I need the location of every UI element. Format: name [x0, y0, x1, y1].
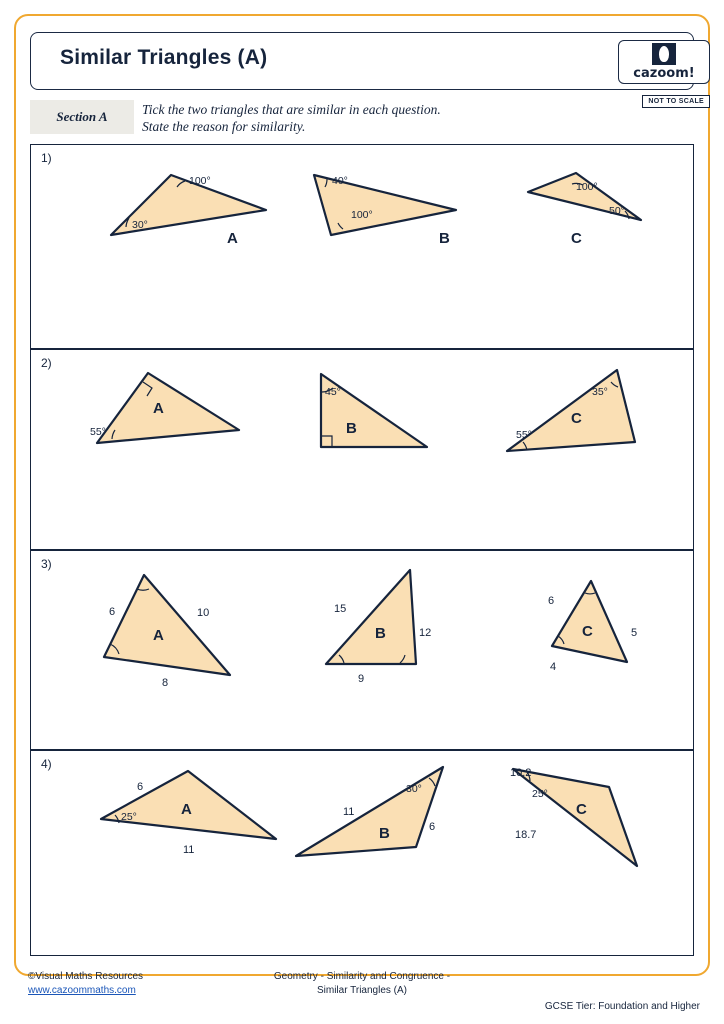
q4-a-side-1: 6	[137, 781, 144, 793]
question-2-figures	[31, 350, 695, 551]
q3-a-label: A	[153, 627, 164, 644]
question-4-box	[30, 750, 694, 956]
question-1-figures	[31, 145, 695, 350]
triangle-4b-shape	[296, 767, 443, 856]
q4-c-label: C	[576, 801, 587, 818]
question-3-number: 3)	[41, 557, 52, 571]
footer-website-link[interactable]: www.cazoommaths.com	[28, 985, 136, 996]
q1-c-angle-2: 50°	[609, 205, 625, 217]
instructions-line-2: State the reason for similarity.	[142, 119, 306, 134]
q1-c-label: C	[571, 230, 582, 247]
q3-c-side-2: 5	[631, 627, 638, 639]
not-to-scale-badge: NOT TO SCALE	[642, 95, 710, 108]
q4-b-angle-1: 30°	[406, 783, 422, 795]
q3-c-side-1: 6	[548, 595, 555, 607]
page-title: Similar Triangles (A)	[60, 46, 268, 69]
q1-a-label: A	[227, 230, 238, 247]
q4-c-side-2: 18.7	[515, 829, 537, 841]
q4-b-side-1: 11	[343, 806, 355, 818]
q4-b-label: B	[379, 825, 390, 842]
q3-b-side-1: 15	[334, 603, 347, 615]
q4-a-side-2: 11	[183, 844, 195, 856]
q3-a-side-2: 10	[197, 607, 210, 619]
q2-c-angle-2: 55°	[516, 429, 532, 441]
footer-topic-line-2: Similar Triangles (A)	[316, 985, 408, 996]
q3-a-side-3: 8	[162, 677, 169, 689]
q3-c-label: C	[582, 623, 593, 640]
q4-c-side-1: 10.2	[510, 767, 532, 779]
q4-b-side-2: 6	[429, 821, 436, 833]
q2-c-angle-1: 35°	[592, 386, 608, 398]
q4-c-angle-1: 25°	[532, 788, 548, 800]
triangle-3a-shape	[104, 575, 230, 675]
q1-a-angle-1: 100°	[189, 175, 211, 187]
logo-text: cazoom!	[633, 66, 695, 81]
question-1-number: 1)	[41, 151, 52, 165]
q2-a-angle-1: 55°	[90, 426, 106, 438]
q2-c-label: C	[571, 410, 582, 427]
q3-a-side-1: 6	[109, 606, 116, 618]
triangle-2b-shape	[321, 374, 427, 447]
q2-a-label: A	[153, 400, 164, 417]
q4-a-angle-1: 25°	[121, 811, 137, 823]
footer-copyright: ©Visual Maths Resources	[28, 971, 144, 982]
question-1-box	[30, 144, 694, 349]
q3-b-side-3: 9	[358, 673, 365, 685]
question-4-number: 4)	[41, 757, 52, 771]
q3-b-label: B	[375, 625, 386, 642]
section-label: Section A	[30, 100, 134, 134]
q1-b-angle-2: 100°	[351, 209, 373, 221]
question-2-number: 2)	[41, 356, 52, 370]
q2-b-angle-1: 45°	[325, 386, 341, 398]
q1-b-label: B	[439, 230, 450, 247]
footer-tier: GCSE Tier: Foundation and Higher	[544, 1001, 700, 1012]
footer-topic-line-1: Geometry - Similarity and Congruence -	[273, 971, 451, 982]
question-3-box	[30, 550, 694, 750]
q1-b-angle-1: 40°	[332, 175, 348, 187]
q1-a-angle-2: 30°	[132, 219, 148, 231]
triangle-3c-shape	[552, 581, 627, 662]
q3-c-side-3: 4	[550, 661, 557, 673]
question-3-figures	[31, 551, 695, 751]
triangle-3b-shape	[326, 570, 416, 664]
instructions	[142, 101, 562, 135]
question-4-figures	[31, 751, 695, 957]
question-2-box	[30, 349, 694, 550]
triangle-2a-shape	[97, 373, 239, 443]
footer-center	[0, 970, 724, 998]
q3-b-side-2: 12	[419, 627, 432, 639]
q2-b-label: B	[346, 420, 357, 437]
q1-c-angle-1: 100°	[576, 181, 598, 193]
instructions-line-1: Tick the two triangles that are similar in each question.	[142, 102, 441, 117]
q4-a-label: A	[181, 801, 192, 818]
logo-mark-icon	[652, 43, 676, 65]
cazoom-logo	[618, 40, 710, 84]
triangle-4c-shape	[513, 769, 637, 866]
